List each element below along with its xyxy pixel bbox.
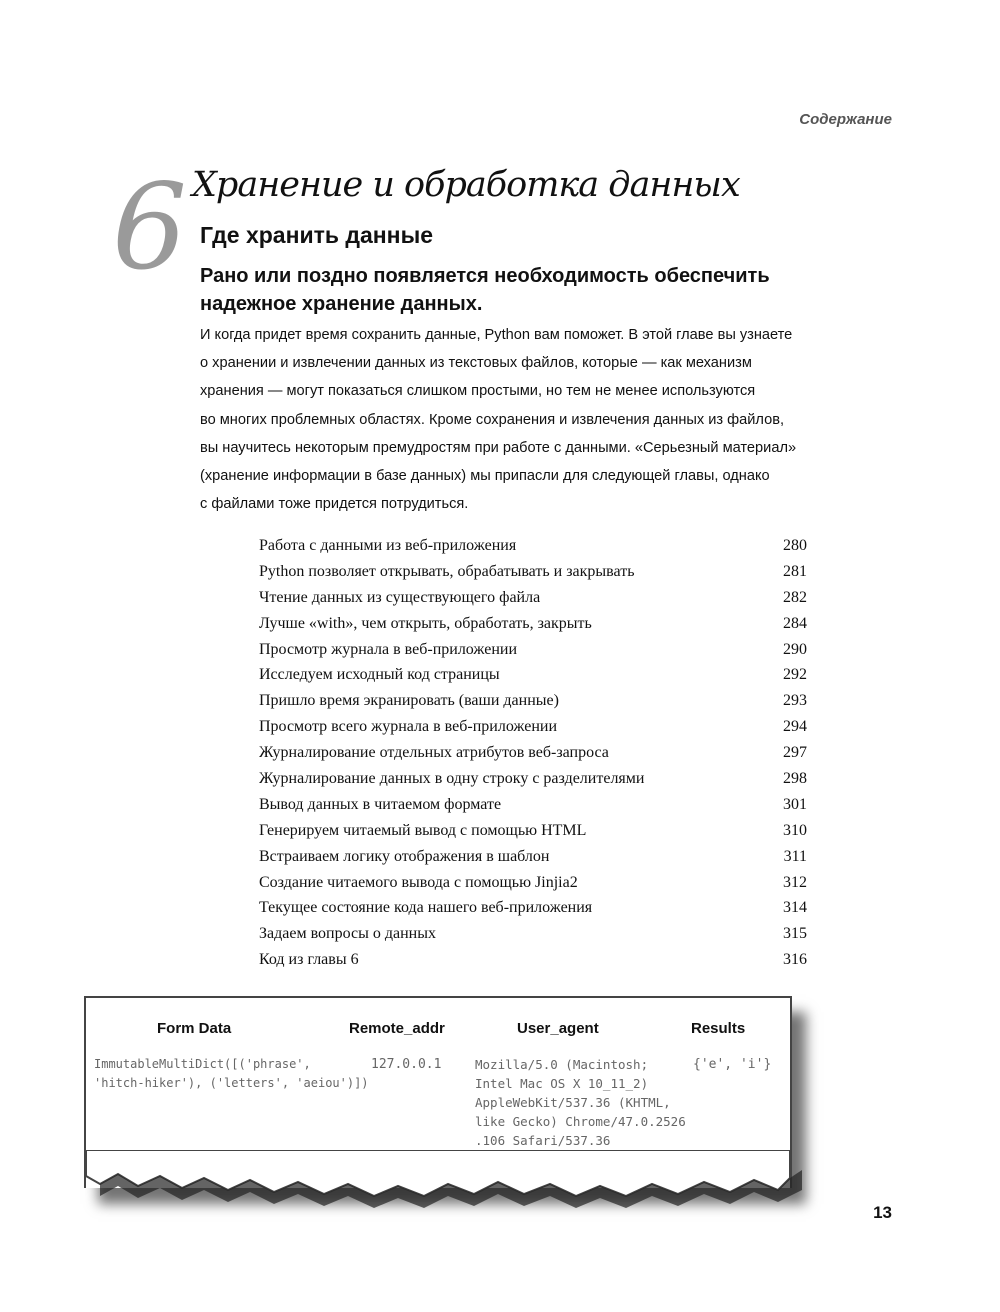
toc-entry[interactable]	[259, 662, 807, 688]
toc-title: Исследуем исходный код страницы	[259, 666, 500, 684]
toc-page: 314	[783, 899, 807, 917]
toc-title: Генерируем читаемый вывод с помощью HTML	[259, 821, 587, 839]
toc-page: 282	[783, 588, 807, 606]
lead-paragraph: Рано или поздно появляется необходимость обеспечить надежное хранение данных.	[200, 265, 770, 315]
toc-title: Работа с данными из веб-приложения	[259, 537, 517, 554]
toc-entry[interactable]	[259, 740, 807, 766]
toc-title: Код из главы 6	[259, 951, 359, 969]
toc-entry[interactable]	[259, 921, 807, 947]
toc-entry[interactable]	[259, 533, 807, 559]
intro-line: хранения — могут показаться слишком простыми, но тем не менее используются	[200, 383, 756, 400]
toc-page: 281	[783, 562, 807, 580]
toc-entry[interactable]	[259, 818, 807, 844]
toc-entry[interactable]	[259, 895, 807, 921]
toc-entry[interactable]	[259, 611, 807, 637]
toc-entry[interactable]	[259, 947, 807, 973]
page-number: 13	[873, 1203, 892, 1222]
toc-page: 293	[783, 692, 807, 710]
toc-entry[interactable]	[259, 714, 807, 740]
toc-page: 315	[783, 925, 807, 943]
toc-title: Создание читаемого вывода с помощью Jinjia2	[259, 873, 578, 891]
toc-page: 297	[783, 744, 807, 762]
section-title: Где хранить данные	[200, 222, 434, 248]
column-header-results: Results	[691, 1020, 746, 1037]
toc-title: Встраиваем логику отображения в шаблон	[259, 847, 550, 865]
column-header-user-agent: User_agent	[517, 1020, 599, 1037]
toc-page: 284	[783, 614, 807, 632]
toc-entry[interactable]	[259, 844, 807, 870]
column-header-form-data: Form Data	[157, 1020, 232, 1037]
running-header: Содержание	[799, 111, 892, 128]
toc-title: Чтение данных из существующего файла	[259, 588, 541, 606]
cell-user-agent: Mozilla/5.0 (Macintosh; Intel Mac OS X 10_11_2) AppleWebKit/537.36 (KHTML, like Gecko) Chrome/47.0.2526 .106 Safari/537.36	[475, 1057, 686, 1148]
toc-entry[interactable]	[259, 637, 807, 663]
cell-form-data: ImmutableMultiDict([('phrase', 'hitch-hiker'), ('letters', 'aeiou')])	[94, 1057, 369, 1090]
toc-page: 280	[783, 537, 807, 554]
toc-title: Пришло время экранировать (ваши данные)	[259, 692, 559, 710]
chapter-title: Хранение и обработка данных	[192, 165, 740, 205]
cell-remote-addr: 127.0.0.1	[371, 1057, 442, 1072]
torn-edge	[78, 1150, 808, 1210]
toc-title: Задаем вопросы о данных	[259, 925, 436, 943]
toc-page: 290	[783, 640, 807, 658]
toc-page: 312	[783, 873, 807, 891]
toc-entry[interactable]	[259, 585, 807, 611]
toc-title: Журналирование данных в одну строку с разделителями	[259, 770, 645, 788]
cell-results: {'e', 'i'}	[693, 1057, 772, 1072]
intro-text	[200, 321, 880, 518]
toc-page: 310	[783, 821, 807, 839]
toc-title: Текущее состояние кода нашего веб-приложения	[259, 899, 593, 917]
toc-entry[interactable]	[259, 870, 807, 896]
toc-page: 301	[783, 795, 807, 813]
intro-line: во многих проблемных областях. Кроме сохранения и извлечения данных из файлов,	[200, 411, 785, 428]
column-header-remote-addr: Remote_addr	[349, 1020, 445, 1037]
intro-line: (хранение информации в базе данных) мы припасли для следующей главы, однако	[200, 468, 770, 485]
toc-entry[interactable]	[259, 766, 807, 792]
table-of-contents	[259, 533, 807, 973]
toc-title: Просмотр всего журнала в веб-приложении	[259, 718, 558, 736]
toc-entry[interactable]	[259, 559, 807, 585]
toc-page: 292	[783, 666, 807, 684]
toc-title: Лучше «with», чем открыть, обработать, закрыть	[259, 614, 592, 632]
toc-page: 311	[783, 847, 807, 865]
intro-line: с файлами тоже придется потрудиться.	[200, 496, 469, 513]
toc-page: 294	[783, 718, 807, 736]
chapter-number: 6	[112, 158, 188, 296]
toc-page: 316	[783, 951, 807, 969]
toc-title: Просмотр журнала в веб-приложении	[259, 640, 518, 658]
intro-line: о хранении и извлечении данных из текстовых файлов, которые — как механизм	[200, 355, 752, 372]
toc-page: 298	[783, 770, 807, 788]
toc-title: Журналирование отдельных атрибутов веб-запроса	[259, 744, 609, 762]
toc-entry[interactable]	[259, 688, 807, 714]
toc-entry[interactable]	[259, 792, 807, 818]
toc-title: Вывод данных в читаемом формате	[259, 795, 502, 813]
toc-title: Python позволяет открывать, обрабатывать и закрывать	[259, 562, 635, 580]
intro-line: вы научитесь некоторым премудростям при работе с данными. «Серьезный материал»	[200, 439, 797, 456]
intro-line: И когда придет время сохранить данные, Python вам поможет. В этой главе вы узнаете	[200, 327, 793, 343]
